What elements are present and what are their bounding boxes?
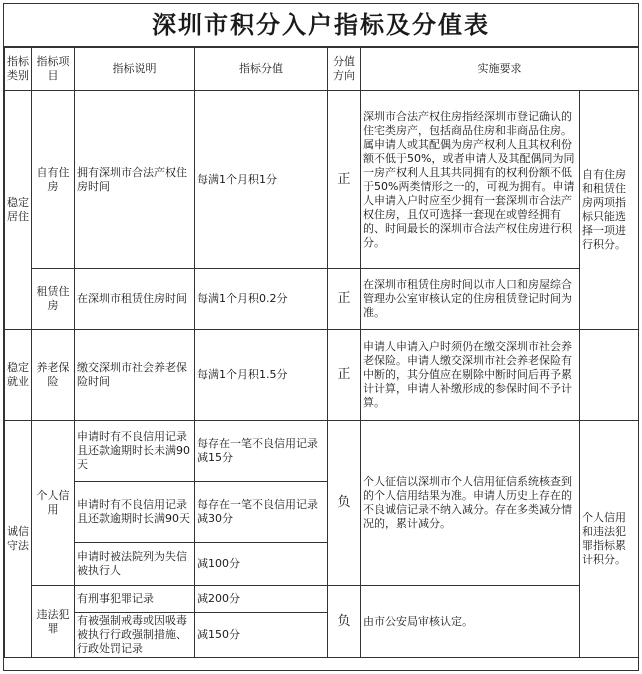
score-credit-2: 每存在一笔不良信用记录减30分 — [195, 482, 328, 543]
description-credit-2: 申请时有不良信用记录且还款逾期时长满90天 — [75, 482, 195, 543]
description-credit-1: 申请时有不良信用记录且还款逾期时长未满90天 — [75, 421, 195, 482]
table-row — [5, 586, 639, 613]
item-own-housing: 自有住房 — [32, 91, 75, 269]
direction-rent-housing: 正 — [328, 269, 361, 330]
score-crime-1: 减200分 — [195, 586, 328, 613]
table-row — [5, 91, 639, 269]
requirement-rent-housing: 在深圳市租赁住房时间以市人口和房屋综合管理办公室审核认定的住房租赁登记时间为准。 — [361, 269, 580, 330]
header-row — [5, 48, 639, 91]
score-credit-3: 减100分 — [195, 543, 328, 586]
item-crime: 违法犯罪 — [32, 586, 75, 658]
score-table — [4, 47, 639, 658]
header-direction: 分值方向 — [328, 48, 361, 91]
requirement-pension: 申请人申请入户时须仍在缴交深圳市社会养老保险。申请人缴交深圳市社会养老保险有中断的，其分值应在剔除中断时间后再予累计计算，申请人补缴形成的参保时间不予计算。 — [361, 330, 580, 421]
header-item: 指标项目 — [32, 48, 75, 91]
table-row — [5, 269, 639, 330]
header-requirement: 实施要求 — [361, 48, 639, 91]
description-own-housing: 拥有深圳市合法产权住房时间 — [75, 91, 195, 269]
score-rent-housing: 每满1个月积0.2分 — [195, 269, 328, 330]
item-rent-housing: 租赁住房 — [32, 269, 75, 330]
direction-crime: 负 — [328, 586, 361, 658]
category-stable-employment: 稳定就业 — [5, 330, 32, 421]
score-pension: 每满1个月积1.5分 — [195, 330, 328, 421]
header-description: 指标说明 — [75, 48, 195, 91]
item-personal-credit: 个人信用 — [32, 421, 75, 586]
requirement-credit: 个人征信以深圳市个人信用征信系统核查到的个人信用结果为准。申请人历史上存在的不良诚信记录不纳入减分。存在多类减分情况的，累计减分。 — [361, 421, 580, 586]
description-pension: 缴交深圳市社会养老保险时间 — [75, 330, 195, 421]
category-integrity-law: 诚信守法 — [5, 421, 32, 658]
direction-own-housing: 正 — [328, 91, 361, 269]
direction-pension: 正 — [328, 330, 361, 421]
item-pension: 养老保险 — [32, 330, 75, 421]
score-own-housing: 每满1个月积1分 — [195, 91, 328, 269]
header-score: 指标分值 — [195, 48, 328, 91]
description-credit-3: 申请时被法院列为失信被执行人 — [75, 543, 195, 586]
category-stable-residence: 稳定居住 — [5, 91, 32, 330]
note-credit-law: 个人信用和违法犯罪指标累计积分。 — [580, 421, 639, 658]
description-rent-housing: 在深圳市租赁住房时间 — [75, 269, 195, 330]
requirement-crime: 由市公安局审核认定。 — [361, 586, 580, 658]
score-credit-1: 每存在一笔不良信用记录减15分 — [195, 421, 328, 482]
note-pension-empty — [580, 330, 639, 421]
score-crime-2: 减150分 — [195, 613, 328, 658]
direction-credit: 负 — [328, 421, 361, 586]
score-table-document — [3, 3, 639, 671]
requirement-own-housing: 深圳市合法产权住房指经深圳市登记确认的住宅类房产，包括商品住房和非商品住房。属申请人或其配偶为房产权利人且其权利份额不低于50%，或者申请人及其配偶同为同一房产权利人且其共同拥有的权利份额不低于50%两类情形之一的，可视为拥有。申请人申请入户时应至少拥有一套深圳市合法产权住房，且仅可选择一套现在或曾经拥有的、时间最长的深圳市合法产权住房进行积分。 — [361, 91, 580, 269]
description-crime-2: 有被强制戒毒或因吸毒被执行行政强制措施、行政处罚记录 — [75, 613, 195, 658]
table-row — [5, 421, 639, 482]
note-housing-choice: 自有住房和租赁住房两项指标只能选择一项进行积分。 — [580, 91, 639, 330]
table-row — [5, 330, 639, 421]
description-crime-1: 有刑事犯罪记录 — [75, 586, 195, 613]
header-category: 指标类别 — [5, 48, 32, 91]
document-title: 深圳市积分入户指标及分值表 — [4, 4, 638, 47]
